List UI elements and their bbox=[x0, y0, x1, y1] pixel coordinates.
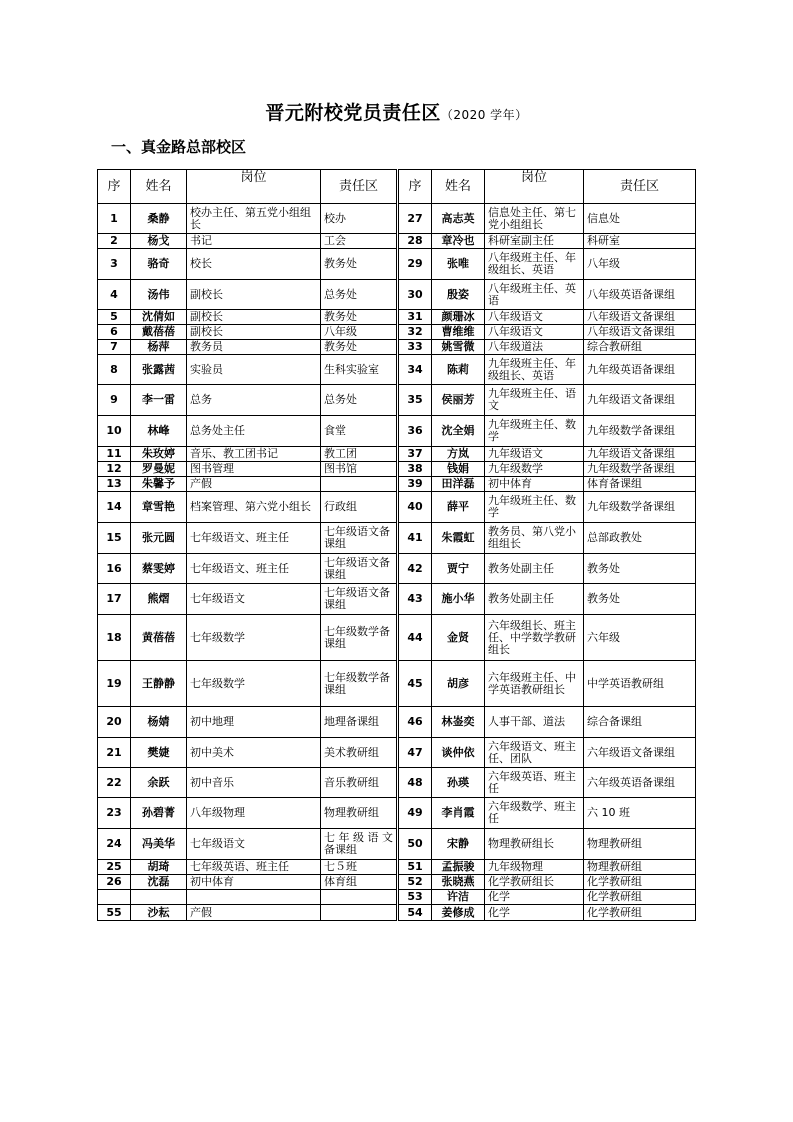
left-name-cell: 杨婧 bbox=[131, 707, 187, 738]
right-name-cell: 沈全娟 bbox=[432, 416, 485, 447]
right-post-cell: 六年级数学、班主任 bbox=[485, 798, 584, 829]
right-no-cell: 47 bbox=[398, 738, 432, 768]
header-area: 责任区 bbox=[321, 170, 398, 204]
left-post-cell: 产假 bbox=[187, 905, 321, 921]
left-name-cell: 桑静 bbox=[131, 204, 187, 234]
right-no-cell: 42 bbox=[398, 554, 432, 584]
title-text: 晋元附校党员责任区 bbox=[265, 102, 441, 124]
right-no-cell: 43 bbox=[398, 584, 432, 615]
left-area-cell: 七年级语文备课组 bbox=[321, 584, 398, 615]
left-post-cell: 校长 bbox=[187, 249, 321, 280]
left-name-cell: 王静静 bbox=[131, 661, 187, 707]
left-no-cell: 10 bbox=[98, 416, 131, 447]
table-row bbox=[98, 416, 696, 447]
left-name-cell: 章雪艳 bbox=[131, 492, 187, 523]
table-row bbox=[98, 462, 696, 477]
right-post-cell: 物理教研组长 bbox=[485, 829, 584, 860]
left-no-cell: 9 bbox=[98, 385, 131, 416]
table-row bbox=[98, 523, 696, 554]
left-area-cell: 七 年 级 语 文备课组 bbox=[321, 829, 398, 860]
header-no-right: 序 bbox=[398, 170, 432, 204]
left-post-cell: 初中音乐 bbox=[187, 768, 321, 798]
left-no-cell: 20 bbox=[98, 707, 131, 738]
table-row bbox=[98, 204, 696, 234]
left-name-cell: 骆奇 bbox=[131, 249, 187, 280]
left-name-cell: 樊婕 bbox=[131, 738, 187, 768]
left-area-cell: 体育组 bbox=[321, 875, 398, 890]
left-post-cell: 副校长 bbox=[187, 310, 321, 325]
left-no-cell: 22 bbox=[98, 768, 131, 798]
left-post-cell: 总务处主任 bbox=[187, 416, 321, 447]
right-area-cell: 八年级 bbox=[584, 249, 696, 280]
right-no-cell: 49 bbox=[398, 798, 432, 829]
right-area-cell: 六 10 班 bbox=[584, 798, 696, 829]
left-area-cell: 行政组 bbox=[321, 492, 398, 523]
left-area-cell: 美术教研组 bbox=[321, 738, 398, 768]
left-area-cell: 八年级 bbox=[321, 325, 398, 340]
right-name-cell: 殷姿 bbox=[432, 280, 485, 310]
page-title bbox=[0, 98, 793, 125]
right-name-cell: 钱娟 bbox=[432, 462, 485, 477]
right-name-cell: 谈仲依 bbox=[432, 738, 485, 768]
left-post-cell: 七年级数学 bbox=[187, 661, 321, 707]
right-post-cell: 九年级语文 bbox=[485, 447, 584, 462]
right-no-cell: 52 bbox=[398, 875, 432, 890]
left-area-cell: 七年级数学备课组 bbox=[321, 615, 398, 661]
table-row bbox=[98, 554, 696, 584]
right-name-cell: 章冷也 bbox=[432, 234, 485, 249]
right-name-cell: 许洁 bbox=[432, 890, 485, 905]
table-row bbox=[98, 477, 696, 492]
left-no-cell: 19 bbox=[98, 661, 131, 707]
left-name-cell: 杨萍 bbox=[131, 340, 187, 355]
table-row bbox=[98, 875, 696, 890]
right-post-cell: 九年级班主任、数学 bbox=[485, 492, 584, 523]
left-post-cell: 总务 bbox=[187, 385, 321, 416]
table-row bbox=[98, 355, 696, 385]
left-post-cell: 音乐、教工团书记 bbox=[187, 447, 321, 462]
left-post-cell: 副校长 bbox=[187, 280, 321, 310]
right-name-cell: 张唯 bbox=[432, 249, 485, 280]
right-post-cell: 信息处主任、第七党小组组长 bbox=[485, 204, 584, 234]
left-no-cell: 15 bbox=[98, 523, 131, 554]
right-name-cell: 施小华 bbox=[432, 584, 485, 615]
left-post-cell: 实验员 bbox=[187, 355, 321, 385]
table-row bbox=[98, 310, 696, 325]
left-area-cell bbox=[321, 477, 398, 492]
right-area-cell: 教务处 bbox=[584, 584, 696, 615]
right-name-cell: 田洋磊 bbox=[432, 477, 485, 492]
right-area-cell: 化学教研组 bbox=[584, 890, 696, 905]
responsibility-table bbox=[97, 169, 696, 921]
right-no-cell: 44 bbox=[398, 615, 432, 661]
right-post-cell: 初中体育 bbox=[485, 477, 584, 492]
left-area-cell: 教务处 bbox=[321, 310, 398, 325]
left-post-cell: 七年级英语、班主任 bbox=[187, 860, 321, 875]
left-name-cell: 蔡雯婷 bbox=[131, 554, 187, 584]
right-area-cell: 九年级英语备课组 bbox=[584, 355, 696, 385]
right-area-cell: 八年级语文备课组 bbox=[584, 310, 696, 325]
table-header-row bbox=[98, 170, 696, 204]
left-name-cell: 杨戈 bbox=[131, 234, 187, 249]
left-no-cell: 13 bbox=[98, 477, 131, 492]
right-no-cell: 39 bbox=[398, 477, 432, 492]
right-no-cell: 51 bbox=[398, 860, 432, 875]
left-area-cell: 食堂 bbox=[321, 416, 398, 447]
right-name-cell: 金贤 bbox=[432, 615, 485, 661]
right-area-cell: 九年级语文备课组 bbox=[584, 447, 696, 462]
left-area-cell: 生科实验室 bbox=[321, 355, 398, 385]
right-name-cell: 姜修成 bbox=[432, 905, 485, 921]
table-row bbox=[98, 860, 696, 875]
title-year: （2020 学年） bbox=[440, 108, 528, 122]
left-name-cell: 朱玫婷 bbox=[131, 447, 187, 462]
left-name-cell: 冯美华 bbox=[131, 829, 187, 860]
right-name-cell: 曹维维 bbox=[432, 325, 485, 340]
left-name-cell: 沙耘 bbox=[131, 905, 187, 921]
table-row bbox=[98, 234, 696, 249]
left-no-cell: 55 bbox=[98, 905, 131, 921]
table-row bbox=[98, 340, 696, 355]
table-row bbox=[98, 280, 696, 310]
header-area-right: 责任区 bbox=[584, 170, 696, 204]
left-area-cell: 校办 bbox=[321, 204, 398, 234]
left-name-cell: 林峰 bbox=[131, 416, 187, 447]
right-no-cell: 36 bbox=[398, 416, 432, 447]
left-name-cell: 张露茜 bbox=[131, 355, 187, 385]
right-name-cell: 朱霞虹 bbox=[432, 523, 485, 554]
left-name-cell: 朱馨予 bbox=[131, 477, 187, 492]
left-area-cell: 七年级语文备课组 bbox=[321, 523, 398, 554]
left-name-cell: 李一雷 bbox=[131, 385, 187, 416]
right-name-cell: 张晓燕 bbox=[432, 875, 485, 890]
left-no-cell: 23 bbox=[98, 798, 131, 829]
right-name-cell: 姚雪微 bbox=[432, 340, 485, 355]
left-area-cell: 工会 bbox=[321, 234, 398, 249]
right-name-cell: 宋静 bbox=[432, 829, 485, 860]
right-post-cell: 九年级数学 bbox=[485, 462, 584, 477]
right-no-cell: 38 bbox=[398, 462, 432, 477]
left-name-cell: 黄蓓蓓 bbox=[131, 615, 187, 661]
left-post-cell: 七年级数学 bbox=[187, 615, 321, 661]
left-name-cell: 熊熠 bbox=[131, 584, 187, 615]
left-area-cell: 总务处 bbox=[321, 385, 398, 416]
table-body bbox=[98, 204, 696, 921]
left-no-cell: 26 bbox=[98, 875, 131, 890]
right-no-cell: 40 bbox=[398, 492, 432, 523]
left-name-cell: 沈磊 bbox=[131, 875, 187, 890]
left-post-cell: 初中体育 bbox=[187, 875, 321, 890]
right-no-cell: 34 bbox=[398, 355, 432, 385]
right-no-cell: 53 bbox=[398, 890, 432, 905]
table-row bbox=[98, 738, 696, 768]
left-no-cell: 7 bbox=[98, 340, 131, 355]
right-area-cell: 八年级英语备课组 bbox=[584, 280, 696, 310]
table-row bbox=[98, 661, 696, 707]
left-no-cell: 2 bbox=[98, 234, 131, 249]
table-row bbox=[98, 492, 696, 523]
right-area-cell: 八年级语文备课组 bbox=[584, 325, 696, 340]
left-post-cell: 校办主任、第五党小组组长 bbox=[187, 204, 321, 234]
right-area-cell: 综合备课组 bbox=[584, 707, 696, 738]
right-no-cell: 46 bbox=[398, 707, 432, 738]
right-post-cell: 化学 bbox=[485, 905, 584, 921]
left-post-cell: 八年级物理 bbox=[187, 798, 321, 829]
right-post-cell: 八年级语文 bbox=[485, 325, 584, 340]
right-post-cell: 科研室副主任 bbox=[485, 234, 584, 249]
right-area-cell: 化学教研组 bbox=[584, 875, 696, 890]
right-post-cell: 六年级班主任、中学英语教研组长 bbox=[485, 661, 584, 707]
left-post-cell bbox=[187, 890, 321, 905]
left-post-cell: 初中美术 bbox=[187, 738, 321, 768]
left-no-cell: 24 bbox=[98, 829, 131, 860]
table-row bbox=[98, 707, 696, 738]
left-no-cell: 25 bbox=[98, 860, 131, 875]
right-post-cell: 八年级班主任、英语 bbox=[485, 280, 584, 310]
right-area-cell: 九年级语文备课组 bbox=[584, 385, 696, 416]
left-no-cell: 4 bbox=[98, 280, 131, 310]
right-name-cell: 孟振骏 bbox=[432, 860, 485, 875]
left-post-cell: 产假 bbox=[187, 477, 321, 492]
table-row bbox=[98, 447, 696, 462]
right-no-cell: 32 bbox=[398, 325, 432, 340]
left-post-cell: 教务员 bbox=[187, 340, 321, 355]
right-name-cell: 孙瑛 bbox=[432, 768, 485, 798]
left-name-cell: 孙碧菁 bbox=[131, 798, 187, 829]
right-no-cell: 37 bbox=[398, 447, 432, 462]
left-name-cell: 汤伟 bbox=[131, 280, 187, 310]
left-no-cell: 6 bbox=[98, 325, 131, 340]
right-area-cell: 九年级数学备课组 bbox=[584, 462, 696, 477]
section-heading: 一、真金路总部校区 bbox=[111, 138, 247, 156]
left-area-cell: 教务处 bbox=[321, 340, 398, 355]
right-post-cell: 化学教研组长 bbox=[485, 875, 584, 890]
left-area-cell: 图书馆 bbox=[321, 462, 398, 477]
right-area-cell: 总部政教处 bbox=[584, 523, 696, 554]
left-area-cell: 七５班 bbox=[321, 860, 398, 875]
header-name: 姓名 bbox=[131, 170, 187, 204]
left-no-cell: 16 bbox=[98, 554, 131, 584]
right-post-cell: 九年级班主任、数学 bbox=[485, 416, 584, 447]
left-no-cell: 21 bbox=[98, 738, 131, 768]
left-name-cell: 张元圆 bbox=[131, 523, 187, 554]
right-area-cell: 九年级数学备课组 bbox=[584, 416, 696, 447]
right-no-cell: 28 bbox=[398, 234, 432, 249]
left-area-cell: 总务处 bbox=[321, 280, 398, 310]
right-no-cell: 33 bbox=[398, 340, 432, 355]
left-no-cell bbox=[98, 890, 131, 905]
right-post-cell: 教务处副主任 bbox=[485, 554, 584, 584]
left-area-cell: 音乐教研组 bbox=[321, 768, 398, 798]
right-no-cell: 27 bbox=[398, 204, 432, 234]
table-row bbox=[98, 325, 696, 340]
left-post-cell: 七年级语文 bbox=[187, 829, 321, 860]
right-name-cell: 侯丽芳 bbox=[432, 385, 485, 416]
right-no-cell: 35 bbox=[398, 385, 432, 416]
right-name-cell: 方岚 bbox=[432, 447, 485, 462]
right-no-cell: 31 bbox=[398, 310, 432, 325]
right-name-cell: 薛平 bbox=[432, 492, 485, 523]
right-post-cell: 教务处副主任 bbox=[485, 584, 584, 615]
left-name-cell: 沈倩如 bbox=[131, 310, 187, 325]
right-post-cell: 九年级班主任、年级组长、英语 bbox=[485, 355, 584, 385]
left-name-cell: 罗曼妮 bbox=[131, 462, 187, 477]
left-post-cell: 七年级语文 bbox=[187, 584, 321, 615]
header-name-right: 姓名 bbox=[432, 170, 485, 204]
right-no-cell: 30 bbox=[398, 280, 432, 310]
table-row bbox=[98, 890, 696, 905]
left-no-cell: 5 bbox=[98, 310, 131, 325]
right-name-cell: 陈莉 bbox=[432, 355, 485, 385]
left-no-cell: 3 bbox=[98, 249, 131, 280]
right-name-cell: 贾宁 bbox=[432, 554, 485, 584]
table-row bbox=[98, 798, 696, 829]
left-no-cell: 14 bbox=[98, 492, 131, 523]
left-area-cell: 地理备课组 bbox=[321, 707, 398, 738]
right-post-cell: 六年级组长、班主任、中学数学教研组长 bbox=[485, 615, 584, 661]
right-area-cell: 中学英语教研组 bbox=[584, 661, 696, 707]
right-area-cell: 九年级数学备课组 bbox=[584, 492, 696, 523]
left-post-cell: 副校长 bbox=[187, 325, 321, 340]
header-post-right: 岗位 bbox=[485, 170, 584, 204]
table-row bbox=[98, 768, 696, 798]
table-row bbox=[98, 615, 696, 661]
right-area-cell: 体育备课组 bbox=[584, 477, 696, 492]
left-area-cell: 物理教研组 bbox=[321, 798, 398, 829]
right-post-cell: 化学 bbox=[485, 890, 584, 905]
left-name-cell: 戴蓓蓓 bbox=[131, 325, 187, 340]
right-name-cell: 林崟奕 bbox=[432, 707, 485, 738]
table-row bbox=[98, 249, 696, 280]
right-area-cell: 化学教研组 bbox=[584, 905, 696, 921]
right-no-cell: 50 bbox=[398, 829, 432, 860]
right-name-cell: 胡彦 bbox=[432, 661, 485, 707]
table-row bbox=[98, 829, 696, 860]
left-no-cell: 12 bbox=[98, 462, 131, 477]
header-post: 岗位 bbox=[187, 170, 321, 204]
left-post-cell: 七年级语文、班主任 bbox=[187, 523, 321, 554]
left-area-cell: 教工团 bbox=[321, 447, 398, 462]
left-area-cell: 七年级数学备课组 bbox=[321, 661, 398, 707]
left-name-cell: 余跃 bbox=[131, 768, 187, 798]
left-post-cell: 初中地理 bbox=[187, 707, 321, 738]
table-row bbox=[98, 905, 696, 921]
left-area-cell: 教务处 bbox=[321, 249, 398, 280]
left-post-cell: 七年级语文、班主任 bbox=[187, 554, 321, 584]
header-no: 序 bbox=[98, 170, 131, 204]
right-area-cell: 教务处 bbox=[584, 554, 696, 584]
right-no-cell: 48 bbox=[398, 768, 432, 798]
right-name-cell: 高志英 bbox=[432, 204, 485, 234]
left-no-cell: 11 bbox=[98, 447, 131, 462]
right-area-cell: 六年级英语备课组 bbox=[584, 768, 696, 798]
table-row bbox=[98, 385, 696, 416]
right-area-cell: 六年级语文备课组 bbox=[584, 738, 696, 768]
right-area-cell: 综合教研组 bbox=[584, 340, 696, 355]
left-area-cell bbox=[321, 905, 398, 921]
right-area-cell: 信息处 bbox=[584, 204, 696, 234]
left-post-cell: 图书管理 bbox=[187, 462, 321, 477]
left-no-cell: 1 bbox=[98, 204, 131, 234]
right-no-cell: 54 bbox=[398, 905, 432, 921]
right-post-cell: 教务员、第八党小组组长 bbox=[485, 523, 584, 554]
left-no-cell: 18 bbox=[98, 615, 131, 661]
right-post-cell: 人事干部、道法 bbox=[485, 707, 584, 738]
right-area-cell: 科研室 bbox=[584, 234, 696, 249]
right-post-cell: 六年级语文、班主任、团队 bbox=[485, 738, 584, 768]
right-post-cell: 九年级物理 bbox=[485, 860, 584, 875]
right-no-cell: 29 bbox=[398, 249, 432, 280]
right-post-cell: 八年级道法 bbox=[485, 340, 584, 355]
right-area-cell: 六年级 bbox=[584, 615, 696, 661]
right-post-cell: 八年级班主任、年级组长、英语 bbox=[485, 249, 584, 280]
right-no-cell: 45 bbox=[398, 661, 432, 707]
left-area-cell: 七年级语文备课组 bbox=[321, 554, 398, 584]
left-no-cell: 8 bbox=[98, 355, 131, 385]
left-name-cell bbox=[131, 890, 187, 905]
right-post-cell: 八年级语文 bbox=[485, 310, 584, 325]
right-post-cell: 六年级英语、班主任 bbox=[485, 768, 584, 798]
table-row bbox=[98, 584, 696, 615]
left-post-cell: 书记 bbox=[187, 234, 321, 249]
left-name-cell: 胡琦 bbox=[131, 860, 187, 875]
right-name-cell: 李肖霞 bbox=[432, 798, 485, 829]
left-post-cell: 档案管理、第六党小组长 bbox=[187, 492, 321, 523]
left-area-cell bbox=[321, 890, 398, 905]
right-no-cell: 41 bbox=[398, 523, 432, 554]
right-area-cell: 物理教研组 bbox=[584, 829, 696, 860]
right-name-cell: 颜珊冰 bbox=[432, 310, 485, 325]
right-post-cell: 九年级班主任、语文 bbox=[485, 385, 584, 416]
left-no-cell: 17 bbox=[98, 584, 131, 615]
right-area-cell: 物理教研组 bbox=[584, 860, 696, 875]
